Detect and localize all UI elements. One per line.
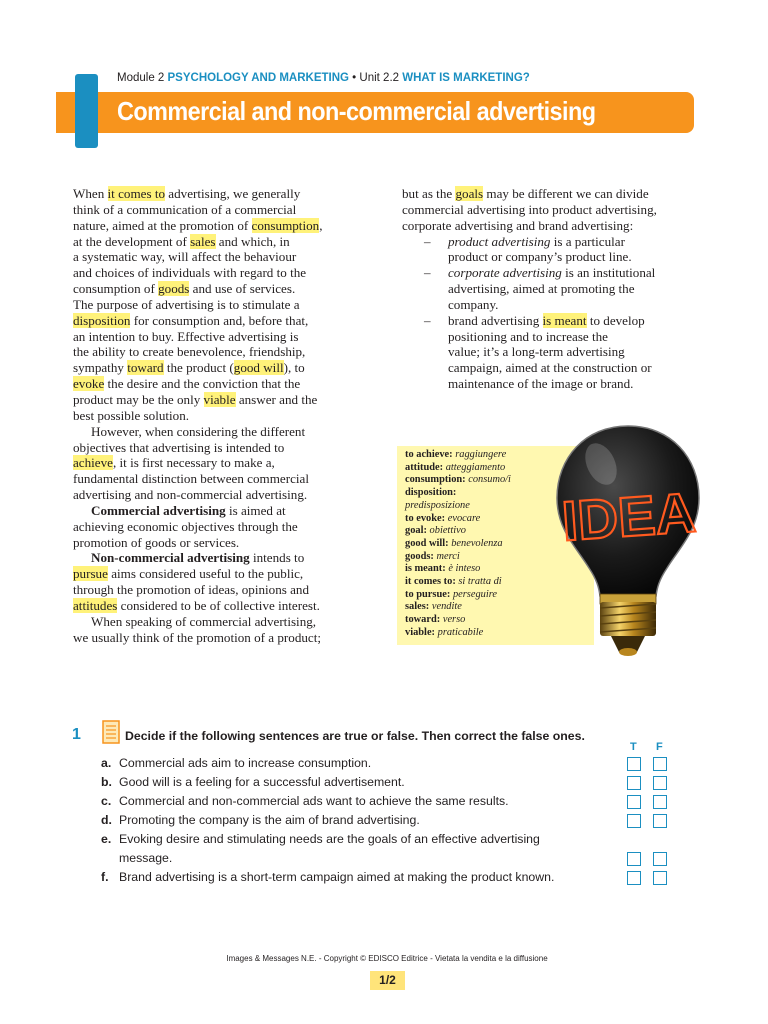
left-text-line xyxy=(73,598,369,614)
text-span: However, when considering the different xyxy=(91,423,306,439)
text-span: value; it’s a long-term advertising xyxy=(448,344,625,360)
text-span: , xyxy=(319,217,323,233)
glossary-translation: consumo/i xyxy=(468,474,511,486)
text-span: consumption of xyxy=(73,281,159,297)
right-text-line xyxy=(402,281,702,297)
text-span: ), to xyxy=(283,360,305,376)
right-text-line xyxy=(402,218,702,234)
glossary-term-highlight: viable xyxy=(203,391,236,407)
text-span: the ability to create benevolence, friendship, xyxy=(73,344,306,360)
text-span: commercial advertising into product advertising, xyxy=(402,201,657,217)
left-text-line xyxy=(73,408,369,424)
text-span: through the promotion of ideas, opinions and xyxy=(73,582,310,598)
false-checkbox[interactable] xyxy=(653,757,667,771)
text-span: achieving economic objectives through the xyxy=(73,518,298,534)
right-text-line xyxy=(402,265,702,281)
text-span: campaign, aimed at the construction or xyxy=(448,360,652,376)
false-checkbox[interactable] xyxy=(653,852,667,866)
glossary-term-highlight: pursue xyxy=(73,566,108,582)
exercise-item xyxy=(101,754,371,773)
section-tab-marker xyxy=(75,74,98,148)
left-text-line xyxy=(73,440,369,456)
emphasis-term: product advertising xyxy=(448,233,551,249)
false-checkbox[interactable] xyxy=(653,814,667,828)
true-checkbox[interactable] xyxy=(627,795,641,809)
text-span: , it is first necessary to make a, xyxy=(112,455,275,471)
left-text-line xyxy=(73,202,369,218)
glossary-translation: vendite xyxy=(431,601,462,613)
key-term: Commercial advertising xyxy=(91,502,226,518)
page-number: 1/2 xyxy=(370,971,405,990)
glossary-term-highlight: attitudes xyxy=(73,597,118,613)
right-text-line xyxy=(402,297,702,313)
left-text-line xyxy=(73,550,369,566)
text-span: answer and the xyxy=(235,391,318,407)
exercise-item xyxy=(101,868,554,887)
right-text-line xyxy=(402,376,702,392)
left-text-line xyxy=(73,519,369,535)
text-span: corporate advertising and brand advertising: xyxy=(402,217,634,233)
body-text-left-column xyxy=(73,186,369,645)
item-letter: f. xyxy=(101,870,109,884)
left-text-line xyxy=(73,313,369,329)
left-text-line xyxy=(73,582,369,598)
text-span: best possible solution. xyxy=(73,407,190,423)
left-text-line xyxy=(73,186,369,202)
list-dash: – xyxy=(424,233,431,249)
true-column-header: T xyxy=(630,741,637,753)
true-checkbox[interactable] xyxy=(627,757,641,771)
glossary-term: good will: xyxy=(405,537,449,549)
glossary-term: is meant: xyxy=(405,563,446,575)
text-span: at the development of xyxy=(73,233,191,249)
copyright-footer: Images & Messages N.E. - Copyright © EDISCO Editrice - Vietata la vendita e la diffusione xyxy=(226,954,548,963)
text-span: but as the xyxy=(402,186,456,201)
glossary-term: sales: xyxy=(405,601,430,613)
left-text-line xyxy=(73,535,369,551)
true-checkbox[interactable] xyxy=(627,814,641,828)
false-checkbox[interactable] xyxy=(653,871,667,885)
text-span: nature, aimed at the promotion of xyxy=(73,217,252,233)
breadcrumb-separator: • xyxy=(348,72,360,84)
left-text-line xyxy=(73,503,369,519)
exercise-item xyxy=(101,792,509,811)
left-text-line xyxy=(73,297,369,313)
glossary-translation: raggiungere xyxy=(455,449,507,460)
item-text: Commercial and non-commercial ads want to achieve the same results. xyxy=(119,794,509,808)
text-span: When speaking of commercial advertising, xyxy=(91,613,317,629)
text-span: considered to be of collective interest. xyxy=(117,597,320,613)
true-checkbox[interactable] xyxy=(627,871,641,885)
glossary-translation: è inteso xyxy=(448,563,481,575)
item-letter: b. xyxy=(101,775,112,789)
body-text-right-column xyxy=(402,186,702,392)
text-span: promotion of goods or services. xyxy=(73,534,240,550)
list-dash: – xyxy=(424,312,431,328)
false-column-header: F xyxy=(656,741,663,753)
item-text: Good will is a feeling for a successful advertisement. xyxy=(119,775,405,789)
text-span: may be different we can divide xyxy=(483,186,649,201)
item-text: Evoking desire and stimulating needs are the goals of an effective advertising xyxy=(119,832,540,846)
text-span: The purpose of advertising is to stimulate a xyxy=(73,296,300,312)
left-text-line xyxy=(73,376,369,392)
left-text-line xyxy=(73,392,369,408)
exercise-item xyxy=(101,773,405,792)
glossary-term-highlight: goals xyxy=(455,186,484,201)
text-span: advertising, aimed at promoting the xyxy=(448,281,635,297)
false-checkbox[interactable] xyxy=(653,776,667,790)
false-checkbox[interactable] xyxy=(653,795,667,809)
right-text-line xyxy=(402,329,702,345)
text-span: sympathy xyxy=(73,360,128,376)
module-topic: PSYCHOLOGY AND MARKETING xyxy=(167,72,349,84)
text-span: we usually think of the promotion of a product; xyxy=(73,629,322,645)
right-text-line xyxy=(402,249,702,265)
glossary-term: to pursue: xyxy=(405,588,451,600)
left-text-line xyxy=(73,424,369,440)
glossary-translation: atteggiamento xyxy=(445,461,506,473)
idea-light-bulb-illustration xyxy=(553,418,703,660)
glossary-term-highlight: consumption xyxy=(251,217,320,233)
glossary-term: consumption: xyxy=(405,474,466,486)
notebook-icon xyxy=(102,720,120,744)
left-text-line xyxy=(73,614,369,630)
glossary-term-highlight: is meant xyxy=(542,312,587,328)
left-text-line xyxy=(73,487,369,503)
true-checkbox[interactable] xyxy=(627,776,641,790)
unit-label: Unit 2.2 xyxy=(359,72,400,84)
item-letter: a. xyxy=(101,756,112,770)
left-text-line xyxy=(73,234,369,250)
left-text-line xyxy=(73,566,369,582)
right-text-line xyxy=(402,344,702,360)
text-span: objectives that advertising is intended to xyxy=(73,439,285,455)
list-dash: – xyxy=(424,265,431,281)
glossary-translation: perseguire xyxy=(452,588,497,600)
glossary-translation: verso xyxy=(442,614,466,626)
glossary-term: to evoke: xyxy=(405,512,446,524)
module-breadcrumb xyxy=(117,72,530,84)
left-text-line xyxy=(73,265,369,281)
glossary-term: disposition: xyxy=(405,487,457,499)
text-span: When xyxy=(73,186,108,201)
glossary-term-highlight: good will xyxy=(233,360,284,376)
key-term: Non-commercial advertising xyxy=(91,550,250,566)
emphasis-term: corporate advertising xyxy=(448,265,562,281)
text-span: the desire and the conviction that the xyxy=(104,376,301,392)
text-span: advertising and non-commercial advertising. xyxy=(73,487,308,503)
item-letter: e. xyxy=(101,832,112,846)
text-span: aims considered useful to the public, xyxy=(107,566,304,582)
glossary-translation: praticabile xyxy=(437,626,484,638)
glossary-translation: predisposizione xyxy=(405,499,470,511)
glossary-term: goods: xyxy=(405,550,434,562)
right-text-line xyxy=(402,202,702,218)
right-text-line xyxy=(402,186,702,202)
glossary-term: to achieve: xyxy=(405,449,453,460)
exercise-item xyxy=(101,811,420,830)
glossary-term-highlight: sales xyxy=(190,233,216,249)
unit-topic: WHAT IS MARKETING? xyxy=(402,72,530,84)
glossary-term-highlight: evoke xyxy=(73,376,105,392)
glossary-translation: evocare xyxy=(447,512,481,524)
glossary-term: it comes to: xyxy=(405,576,456,588)
text-span: and use of services. xyxy=(189,281,296,297)
glossary-term-highlight: achieve xyxy=(73,455,113,471)
glossary-translation: obiettivo xyxy=(429,525,466,537)
left-text-line xyxy=(73,471,369,487)
glossary-term-highlight: goods xyxy=(158,281,190,297)
glossary-translation: merci xyxy=(436,550,460,562)
text-span: is an institutional xyxy=(561,265,656,281)
glossary-term: goal: xyxy=(405,525,427,537)
text-span: product or company’s product line. xyxy=(448,249,632,265)
text-span: fundamental distinction between commercial xyxy=(73,471,309,487)
text-span: and which, in xyxy=(215,233,290,249)
left-text-line xyxy=(73,218,369,234)
exercise-number: 1 xyxy=(72,726,81,743)
right-text-line xyxy=(402,234,702,250)
text-span: advertising, we generally xyxy=(165,186,301,201)
glossary-term-highlight: it comes to xyxy=(107,186,166,201)
text-span: the product ( xyxy=(163,360,234,376)
text-span: an intention to buy. Effective advertising is xyxy=(73,328,299,344)
left-text-line xyxy=(73,249,369,265)
module-label: Module 2 xyxy=(117,72,165,84)
text-span: is aimed at xyxy=(225,502,286,518)
left-text-line xyxy=(73,630,369,646)
glossary-term: viable: xyxy=(405,626,436,638)
item-text: Promoting the company is the aim of brand advertising. xyxy=(119,813,420,827)
glossary-translation: si tratta di xyxy=(458,576,502,588)
text-span: brand advertising xyxy=(448,312,543,328)
text-span: for consumption and, before that, xyxy=(130,312,309,328)
text-span: positioning and to increase the xyxy=(448,328,608,344)
glossary-translation: benevolenza xyxy=(451,537,503,549)
item-letter: c. xyxy=(101,794,112,808)
text-span: a systematic way, will affect the behaviour xyxy=(73,249,297,265)
right-text-line xyxy=(402,360,702,376)
text-span: intends to xyxy=(249,550,305,566)
text-span: product may be the only xyxy=(73,391,204,407)
glossary-term: toward: xyxy=(405,614,441,626)
item-text-continuation: message. xyxy=(119,851,173,865)
page-title: Commercial and non-commercial advertising xyxy=(117,96,596,126)
text-span: to develop xyxy=(586,312,645,328)
true-checkbox[interactable] xyxy=(627,852,641,866)
left-text-line xyxy=(73,329,369,345)
item-letter: d. xyxy=(101,813,112,827)
text-span: maintenance of the image or brand. xyxy=(448,376,634,392)
left-text-line xyxy=(73,344,369,360)
text-span: think of a communication of a commercial xyxy=(73,201,297,217)
exercise-item xyxy=(101,830,540,868)
left-text-line xyxy=(73,281,369,297)
right-text-line xyxy=(402,313,702,329)
text-span: is a particular xyxy=(550,233,625,249)
bulb-word: IDEA xyxy=(559,480,698,553)
exercise-instruction: Decide if the following sentences are true or false. Then correct the false ones. xyxy=(125,729,585,743)
text-span: company. xyxy=(448,296,499,312)
glossary-term-highlight: disposition xyxy=(73,312,131,328)
item-text: Brand advertising is a short-term campaign aimed at making the product known. xyxy=(119,870,555,884)
item-text: Commercial ads aim to increase consumption. xyxy=(119,756,372,770)
left-text-line xyxy=(73,455,369,471)
glossary-term-highlight: toward xyxy=(127,360,164,376)
text-span: and choices of individuals with regard to the xyxy=(73,265,307,281)
glossary-term: attitude: xyxy=(405,461,444,473)
left-text-line xyxy=(73,360,369,376)
